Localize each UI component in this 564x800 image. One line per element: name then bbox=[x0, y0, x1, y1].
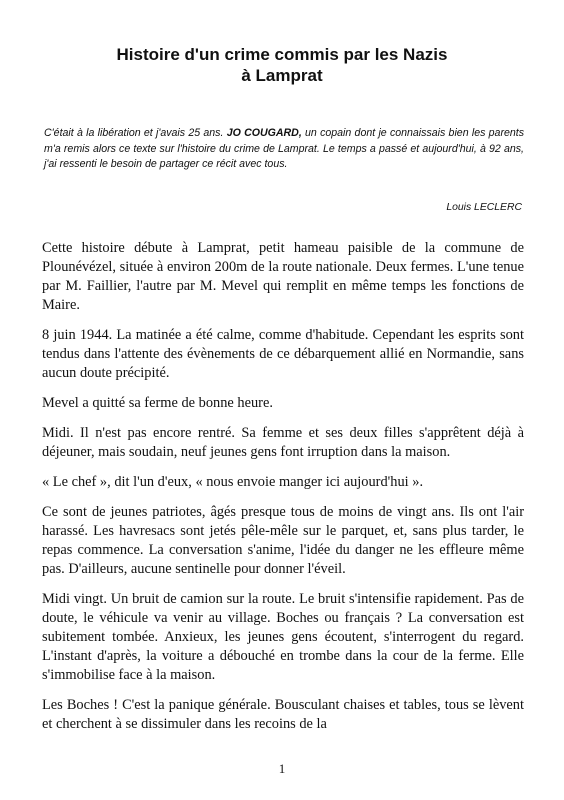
paragraph: Mevel a quitté sa ferme de bonne heure. bbox=[42, 395, 273, 411]
page-number: 1 bbox=[278, 761, 286, 776]
paragraph: Midi. Il n'est pas encore rentré. Sa femme et ses deux filles s'apprêtent déjà à déjeuner, mais soudain, neuf jeunes gens font irruption dans la maison. bbox=[42, 425, 524, 460]
signature: Louis LECLERC bbox=[446, 202, 522, 213]
paragraph: Les Boches ! C'est la panique générale. Bousculant chaises et tables, tous se lèvent et cherchent à se dissimuler dans les recoins de la bbox=[42, 697, 524, 732]
intro-name: JO COUGARD, bbox=[226, 127, 302, 139]
paragraph: 8 juin 1944. La matinée a été calme, comme d'habitude. Cependant les esprits sont tendus dans l'attente des évènements de ce débarquement allié en Normandie, sans aucun doute précipité. bbox=[42, 327, 524, 381]
paragraph: Ce sont de jeunes patriotes, âgés presque tous de moins de vingt ans. Ils ont l'air harassé. Les havresacs sont jetés pêle-mêle sur le parquet, et, sans plus tarder, le repas commence. La conversation s'anime, l'idée du danger ne les effleure même pas. D'ailleurs, aucune sentinelle pour donner l'éveil. bbox=[42, 504, 524, 577]
paragraph: « Le chef », dit l'un d'eux, « nous envoie manger ici aujourd'hui ». bbox=[42, 474, 424, 490]
paragraph: Midi vingt. Un bruit de camion sur la route. Le bruit s'intensifie rapidement. Pas de doute, le véhicule va venir au village. Boches ou français ? La conversation est subitement tombée. Anxieux, les jeunes gens écoutent, s'interrogent du regard. L'instant d'après, la voiture a débouché en trombe dans la cour de la ferme. Elle s'immobilise face à la maison. bbox=[42, 591, 524, 683]
intro-after: un copain dont je connaissais bien les parents m'a remis alors ce texte sur l'histoire du crime de Lamprat. Le temps a passé et aujourd'hui, à 92 ans, j'ai ressenti le besoin de partager ce récit avec tous. bbox=[44, 127, 524, 170]
intro-text bbox=[44, 126, 524, 173]
intro-before: C'était à la libération et j'avais 25 ans. bbox=[44, 127, 227, 139]
page-title-line-1: Histoire d'un crime commis par les Nazis bbox=[116, 45, 448, 64]
page-title-line-2: à Lamprat bbox=[241, 66, 323, 85]
paragraph: Cette histoire débute à Lamprat, petit hameau paisible de la commune de Plounévézel, située à environ 200m de la route nationale. Deux fermes. L'une tenue par M. Faillier, l'autre par M. Mevel qui remplit en même temps les fonctions de Maire. bbox=[42, 240, 524, 313]
body-text bbox=[42, 239, 524, 745]
